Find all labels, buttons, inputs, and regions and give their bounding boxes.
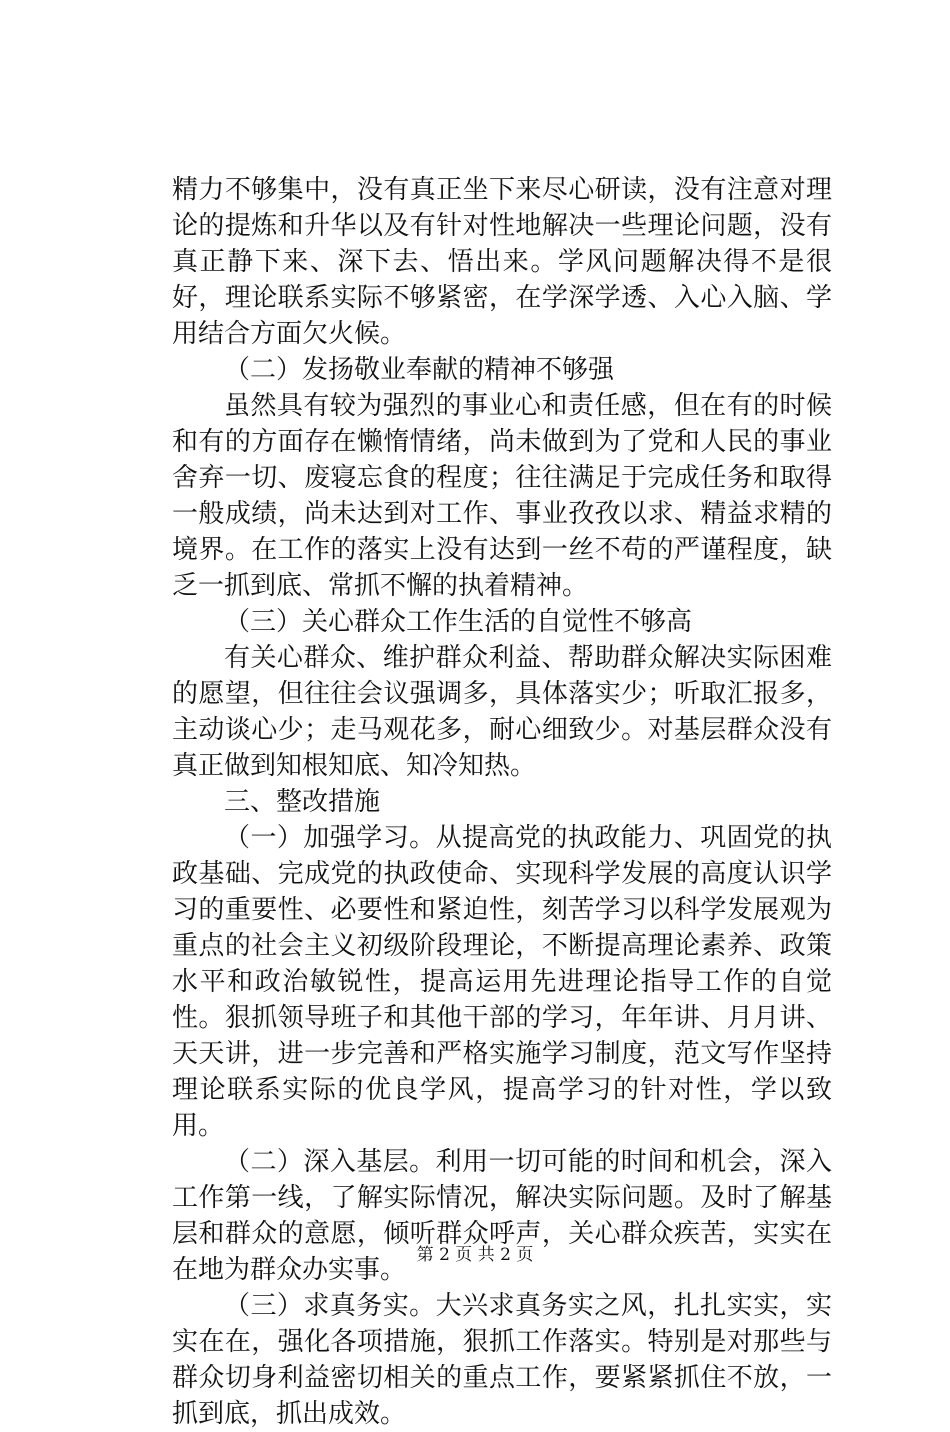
paragraph-care-for-masses: 有关心群众、维护群众利益、帮助群众解决实际困难的愿望，但往往会议强调多，具体落实少；听取汇报多，主动谈心少；走马观花多，耐心细致少。对基层群众没有真正做到知根知底、知冷知热。 xyxy=(172,643,832,781)
paragraph-go-to-grassroots: （二）深入基层。利用一切可能的时间和机会，深入工作第一线，了解实际情况，解决实际问题。及时了解基层和群众的意愿，倾听群众呼声，关心群众疾苦，实实在在地为群众办实事。 xyxy=(172,1147,832,1285)
document-body xyxy=(172,172,832,1432)
heading-care-for-masses: （三）关心群众工作生活的自觉性不够高 xyxy=(224,607,693,637)
paragraph-dedication: 虽然具有较为强烈的事业心和责任感，但在有的时候和有的方面存在懒惰情绪，尚未做到为了党和人民的事业舍弃一切、废寝忘食的程度；往往满足于完成任务和取得一般成绩，尚未达到对工作、事业孜孜以求、精益求精的境界。在工作的落实上没有达到一丝不苟的严谨程度，缺乏一抓到底、常抓不懈的执着精神。 xyxy=(172,391,832,601)
paragraph-seek-truth: （三）求真务实。大兴求真务实之风，扎扎实实，实实在在，强化各项措施，狠抓工作落实。特别是对那些与群众切身利益密切相关的重点工作，要紧紧抓住不放，一抓到底，抓出成效。 xyxy=(172,1291,832,1429)
paragraph-strengthen-study: （一）加强学习。从提高党的执政能力、巩固党的执政基础、完成党的执政使命、实现科学发展的高度认识学习的重要性、必要性和紧迫性，刻苦学习以科学发展观为重点的社会主义初级阶段理论，不断提高理论素养、政策水平和政治敏锐性，提高运用先进理论指导工作的自觉性。狠抓领导班子和其他干部的学习，年年讲、月月讲、天天讲，进一步完善和严格实施学习制度，范文写作坚持理论联系实际的优良学风，提高学习的针对性，学以致用。 xyxy=(172,823,832,1141)
page-number-footer: 第 2 页 共 2 页 xyxy=(416,1245,534,1265)
heading-rectification-measures: 三、整改措施 xyxy=(224,787,381,817)
paragraph-study-issues: 精力不够集中，没有真正坐下来尽心研读，没有注意对理论的提炼和升华以及有针对性地解决一些理论问题，没有真正静下来、深下去、悟出来。学风问题解决得不是很好，理论联系实际不够紧密，在学深学透、入心入脑、学用结合方面欠火候。 xyxy=(172,175,832,349)
heading-dedication: （二）发扬敬业奉献的精神不够强 xyxy=(224,355,615,385)
